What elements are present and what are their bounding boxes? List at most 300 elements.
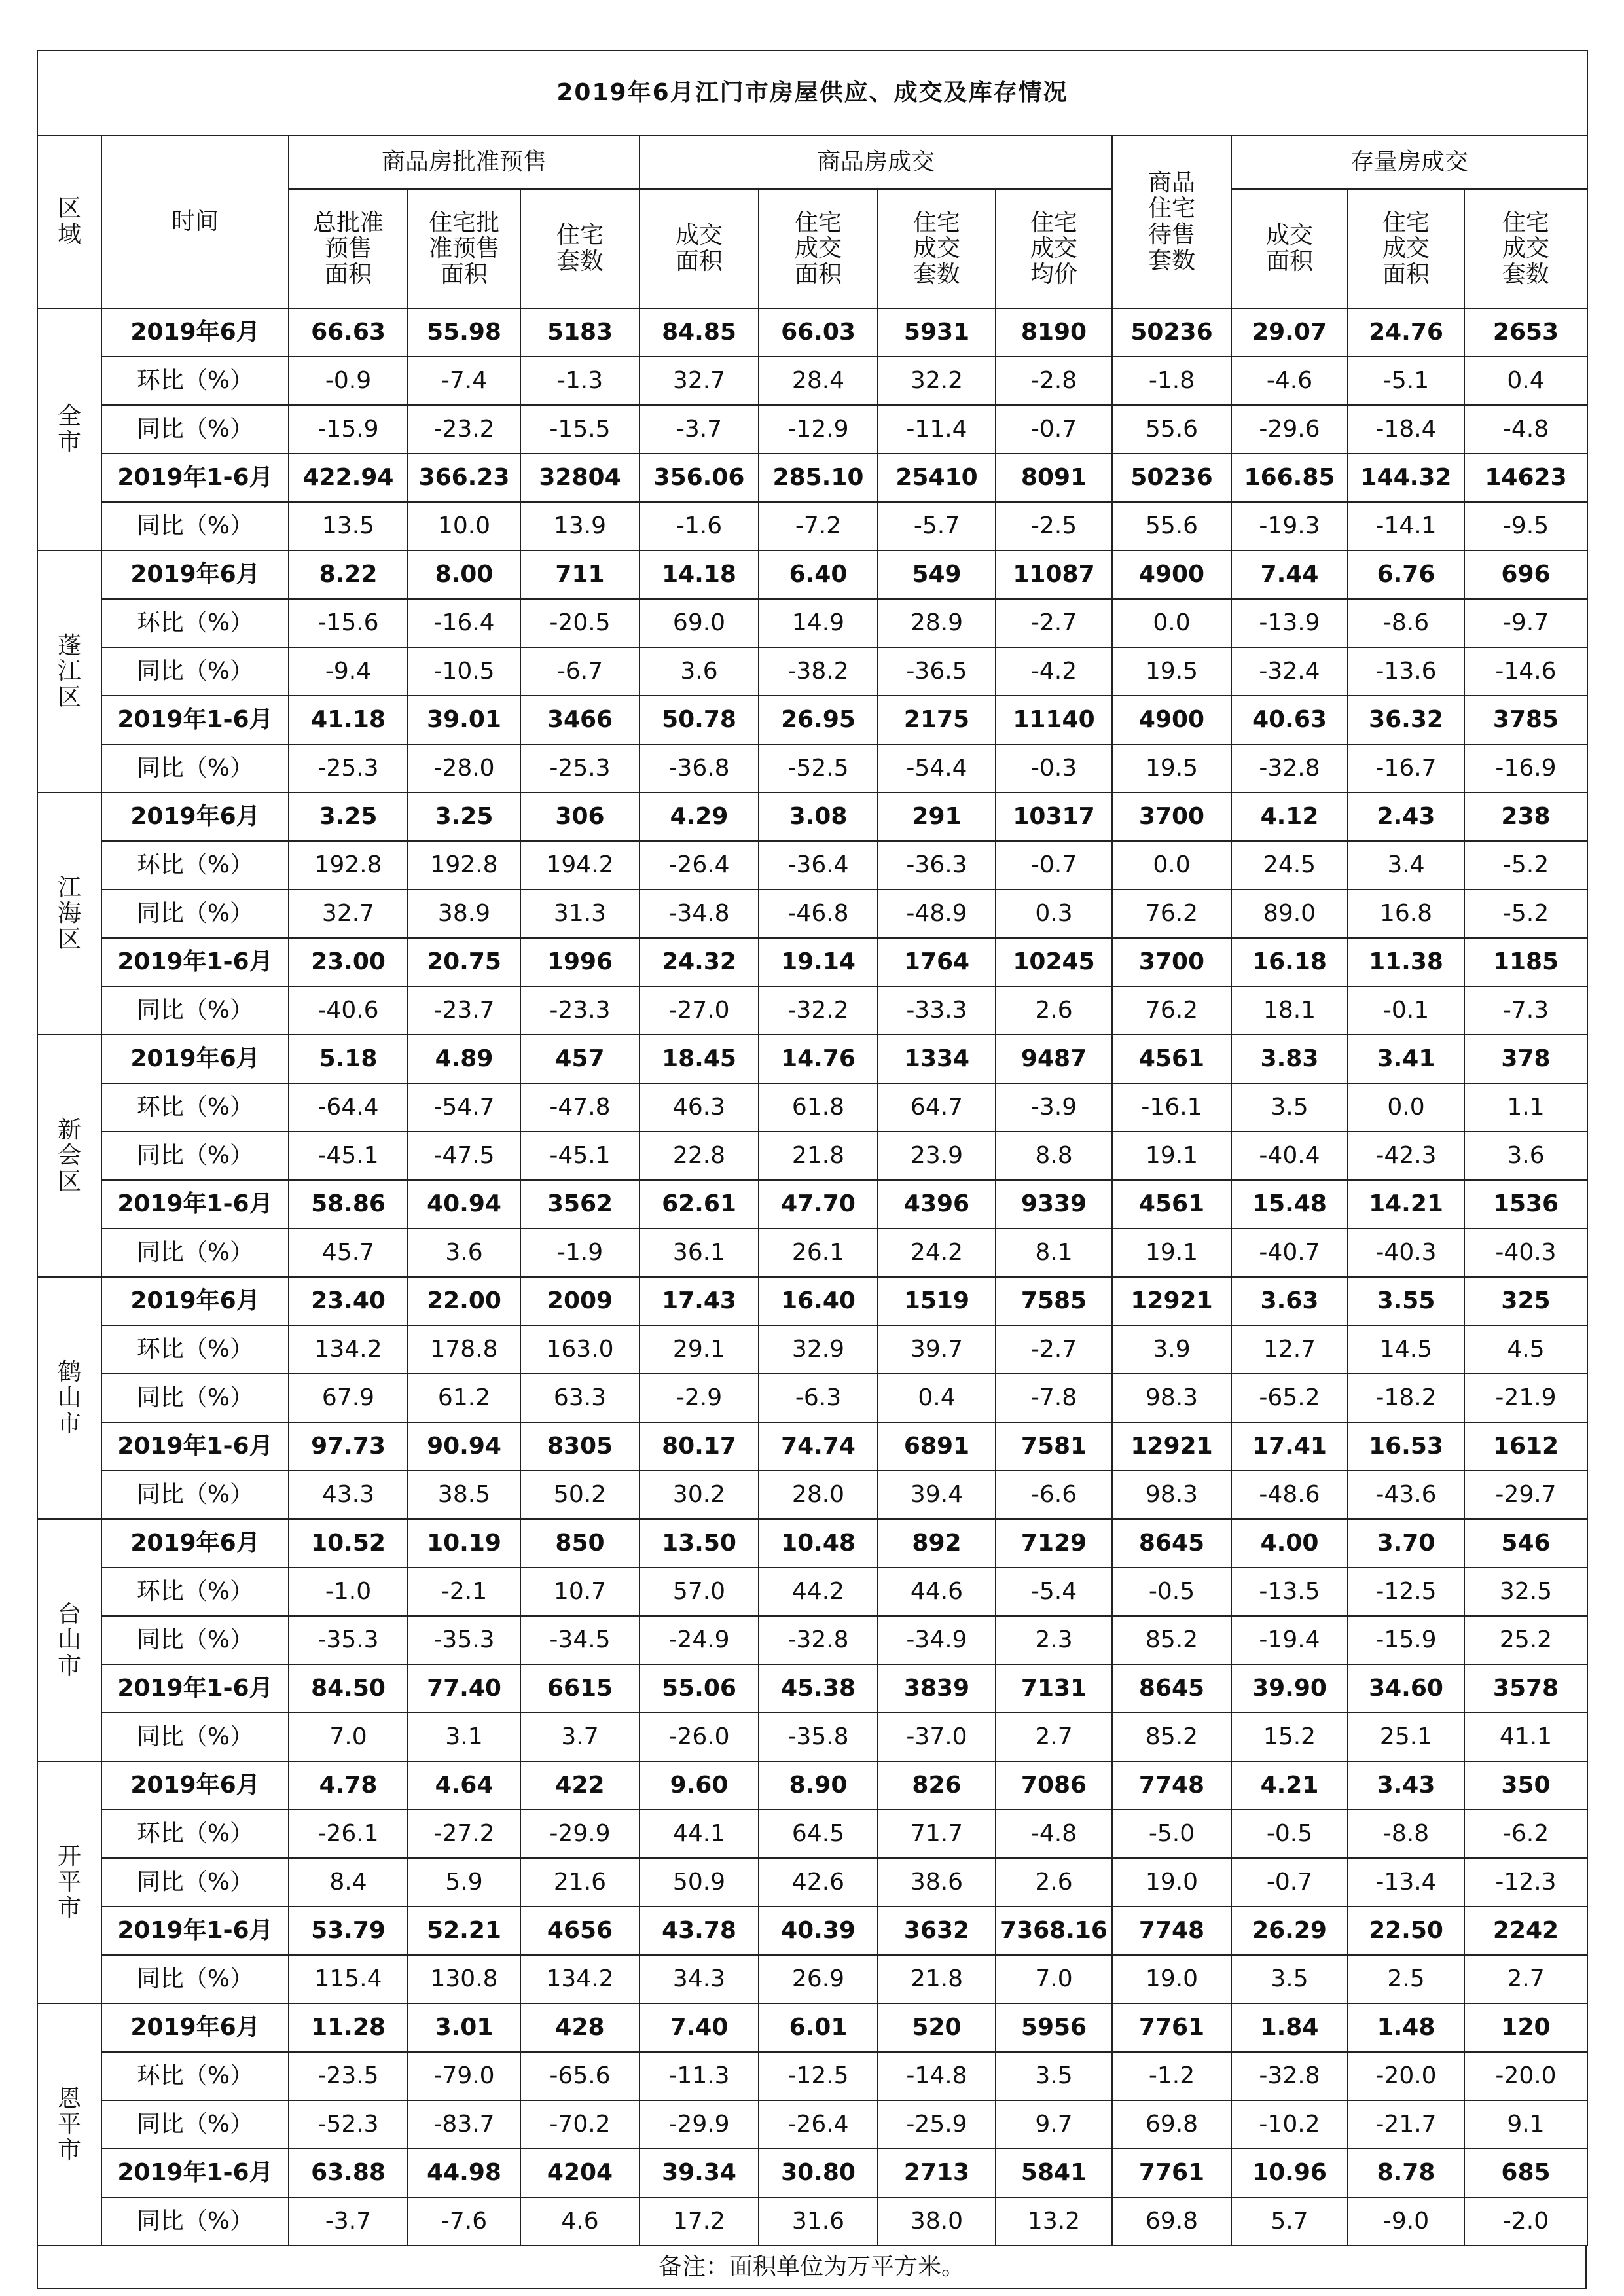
table-cell: -14.8 [878,2052,996,2100]
table-cell: -8.6 [1348,599,1464,647]
table-cell: -5.0 [1112,1810,1231,1858]
table-cell: 17.41 [1231,1422,1348,1471]
table-cell: 13.2 [996,2197,1112,2246]
row-label: 同比（%） [101,1374,289,1422]
table-cell: 32804 [520,454,640,502]
table-cell: 32.7 [289,889,408,938]
table-cell: 2175 [878,696,996,744]
table-cell: 2.43 [1348,793,1464,841]
table-cell: 39.34 [640,2149,759,2197]
table-cell: -79.0 [408,2052,520,2100]
table-cell: 0.0 [1112,841,1231,889]
table-cell: -52.5 [759,744,878,793]
table-cell: 8.90 [759,1761,878,1810]
table-cell: 194.2 [520,841,640,889]
table-cell: -15.6 [289,599,408,647]
table-cell: -2.9 [640,1374,759,1422]
table-row [37,1664,1587,1713]
table-cell: 3562 [520,1180,640,1229]
table-cell: 5.18 [289,1035,408,1083]
footnote: 备注：面积单位为万平方米。 [37,2246,1586,2289]
table-cell: 0.0 [1112,599,1231,647]
table-cell: 549 [878,550,996,599]
table-cell: 4.6 [520,2197,640,2246]
table-cell: 350 [1464,1761,1587,1810]
table-cell: 62.61 [640,1180,759,1229]
table-cell: -47.8 [520,1083,640,1132]
table-cell: 39.90 [1231,1664,1348,1713]
row-label: 2019年1-6月 [101,696,289,744]
table-cell: 144.32 [1348,454,1464,502]
table-row [37,454,1587,502]
table-cell: -40.6 [289,986,408,1035]
housing-table [37,50,1588,2246]
table-cell: -70.2 [520,2100,640,2149]
table-cell: -26.4 [759,2100,878,2149]
table-cell: -32.2 [759,986,878,1035]
table-cell: 40.63 [1231,696,1348,744]
table-row [37,1374,1587,1422]
table-cell: 8.4 [289,1858,408,1907]
table-cell: -13.4 [1348,1858,1464,1907]
table-cell: 4.12 [1231,793,1348,841]
row-label: 环比（%） [101,2052,289,2100]
table-row [37,1180,1587,1229]
table-cell: -40.3 [1464,1229,1587,1277]
table-cell: 25410 [878,454,996,502]
table-cell: 4561 [1112,1035,1231,1083]
header-sub-3: 成交 面积 [640,189,759,308]
table-cell: -29.9 [520,1810,640,1858]
table-cell: 36.32 [1348,696,1464,744]
row-label: 同比（%） [101,405,289,454]
table-cell: 12.7 [1231,1325,1348,1374]
table-cell: 32.5 [1464,1568,1587,1616]
header-region: 区 域 [37,135,101,308]
row-label: 2019年1-6月 [101,1422,289,1471]
row-label: 同比（%） [101,647,289,696]
row-label: 2019年1-6月 [101,938,289,986]
table-cell: -29.7 [1464,1471,1587,1519]
row-label: 2019年6月 [101,308,289,357]
table-cell: 84.85 [640,308,759,357]
table-cell: -36.5 [878,647,996,696]
table-cell: -3.7 [289,2197,408,2246]
table-cell: 892 [878,1519,996,1568]
table-cell: -12.5 [759,2052,878,2100]
table-cell: -5.7 [878,502,996,550]
table-cell: -1.3 [520,357,640,405]
table-cell: 4.21 [1231,1761,1348,1810]
table-row [37,1616,1587,1664]
table-row [37,1132,1587,1180]
table-row [37,357,1587,405]
table-row [37,2003,1587,2052]
table-cell: 5.7 [1231,2197,1348,2246]
table-cell: -34.5 [520,1616,640,1664]
table-row [37,1277,1587,1325]
table-cell: 13.5 [289,502,408,550]
table-cell: -33.3 [878,986,996,1035]
table-cell: 19.1 [1112,1132,1231,1180]
table-cell: 3.55 [1348,1277,1464,1325]
region-name: 新 会 区 [37,1035,101,1277]
table-cell: 97.73 [289,1422,408,1471]
table-cell: -7.6 [408,2197,520,2246]
table-cell: 32.9 [759,1325,878,1374]
table-cell: 3700 [1112,938,1231,986]
table-cell: 130.8 [408,1955,520,2003]
table-cell: 711 [520,550,640,599]
table-cell: 10.96 [1231,2149,1348,2197]
table-cell: 238 [1464,793,1587,841]
table-cell: -7.4 [408,357,520,405]
row-label: 同比（%） [101,1229,289,1277]
table-cell: 30.80 [759,2149,878,2197]
table-cell: 7585 [996,1277,1112,1325]
table-cell: 3.4 [1348,841,1464,889]
table-cell: 3.6 [1464,1132,1587,1180]
table-cell: 44.2 [759,1568,878,1616]
table-cell: -16.9 [1464,744,1587,793]
table-cell: -15.9 [289,405,408,454]
table-cell: -37.0 [878,1713,996,1761]
table-cell: -7.3 [1464,986,1587,1035]
row-label: 环比（%） [101,841,289,889]
table-cell: 57.0 [640,1568,759,1616]
table-cell: -4.2 [996,647,1112,696]
row-label: 2019年6月 [101,1761,289,1810]
table-cell: 26.95 [759,696,878,744]
row-label: 同比（%） [101,1955,289,2003]
table-cell: -48.6 [1231,1471,1348,1519]
table-cell: 3.43 [1348,1761,1464,1810]
table-cell: 9.1 [1464,2100,1587,2149]
table-row [37,1955,1587,2003]
table-cell: 6615 [520,1664,640,1713]
region-name: 开 平 市 [37,1761,101,2003]
row-label: 2019年6月 [101,2003,289,2052]
table-cell: 0.4 [878,1374,996,1422]
table-cell: 4900 [1112,550,1231,599]
table-cell: 55.06 [640,1664,759,1713]
table-cell: 0.4 [1464,357,1587,405]
table-cell: -29.6 [1231,405,1348,454]
row-label: 2019年1-6月 [101,1664,289,1713]
table-cell: 1536 [1464,1180,1587,1229]
table-cell: -23.3 [520,986,640,1035]
table-cell: 2242 [1464,1907,1587,1955]
table-cell: -3.7 [640,405,759,454]
table-cell: -42.3 [1348,1132,1464,1180]
row-label: 2019年6月 [101,1035,289,1083]
table-cell: 5956 [996,2003,1112,2052]
table-cell: 29.07 [1231,308,1348,357]
table-cell: -64.4 [289,1083,408,1132]
table-cell: 14.5 [1348,1325,1464,1374]
header-group-presale: 商品房批准预售 [289,135,640,189]
table-cell: 10317 [996,793,1112,841]
table-cell: 5841 [996,2149,1112,2197]
table-cell: 4.78 [289,1761,408,1810]
table-cell: 4.00 [1231,1519,1348,1568]
table-cell: 14623 [1464,454,1587,502]
table-cell: 120 [1464,2003,1587,2052]
table-cell: -48.9 [878,889,996,938]
table-cell: 6.76 [1348,550,1464,599]
table-cell: 7581 [996,1422,1112,1471]
table-cell: 8645 [1112,1664,1231,1713]
table-cell: 1.48 [1348,2003,1464,2052]
table-cell: -27.2 [408,1810,520,1858]
table-row [37,1713,1587,1761]
row-label: 2019年6月 [101,1519,289,1568]
table-cell: 291 [878,793,996,841]
table-cell: 4204 [520,2149,640,2197]
header-pending: 商品 住宅 待售 套数 [1112,135,1231,308]
table-row [37,405,1587,454]
table-cell: 3.63 [1231,1277,1348,1325]
table-cell: 546 [1464,1519,1587,1568]
table-cell: 39.7 [878,1325,996,1374]
row-label: 同比（%） [101,744,289,793]
table-cell: -0.5 [1112,1568,1231,1616]
table-cell: 9339 [996,1180,1112,1229]
table-cell: 10.0 [408,502,520,550]
table-cell: 3.1 [408,1713,520,1761]
table-cell: 28.4 [759,357,878,405]
row-label: 2019年1-6月 [101,454,289,502]
table-cell: 22.50 [1348,1907,1464,1955]
table-cell: 84.50 [289,1664,408,1713]
table-cell: -0.7 [996,841,1112,889]
table-cell: 11140 [996,696,1112,744]
table-cell: -3.9 [996,1083,1112,1132]
region-name: 全 市 [37,308,101,550]
table-cell: 6891 [878,1422,996,1471]
table-cell: -21.7 [1348,2100,1464,2149]
table-cell: -13.6 [1348,647,1464,696]
table-row [37,938,1587,986]
table-cell: 71.7 [878,1810,996,1858]
table-cell: -9.0 [1348,2197,1464,2246]
table-cell: 31.3 [520,889,640,938]
table-cell: 63.3 [520,1374,640,1422]
table-cell: -36.3 [878,841,996,889]
table-cell: -2.0 [1464,2197,1587,2246]
table-cell: -0.9 [289,357,408,405]
table-cell: -13.9 [1231,599,1348,647]
table-cell: 50236 [1112,454,1231,502]
table-cell: 39.01 [408,696,520,744]
table-row [37,1229,1587,1277]
header-sub-1: 住宅批 准预售 面积 [408,189,520,308]
table-cell: 64.5 [759,1810,878,1858]
table-cell: 8305 [520,1422,640,1471]
table-cell: 3785 [1464,696,1587,744]
table-cell: 36.1 [640,1229,759,1277]
table-cell: -0.7 [1231,1858,1348,1907]
row-label: 同比（%） [101,2100,289,2149]
table-cell: 306 [520,793,640,841]
table-cell: -9.4 [289,647,408,696]
table-cell: -2.5 [996,502,1112,550]
table-cell: 7368.16 [996,1907,1112,1955]
row-label: 同比（%） [101,889,289,938]
table-cell: -52.3 [289,2100,408,2149]
table-cell: 64.7 [878,1083,996,1132]
table-cell: 31.6 [759,2197,878,2246]
table-cell: 0.3 [996,889,1112,938]
table-cell: -9.7 [1464,599,1587,647]
table-cell: 25.1 [1348,1713,1464,1761]
table-cell: 11.38 [1348,938,1464,986]
table-cell: -12.3 [1464,1858,1587,1907]
table-cell: 3.41 [1348,1035,1464,1083]
table-cell: 23.40 [289,1277,408,1325]
table-cell: -65.2 [1231,1374,1348,1422]
table-cell: 8.00 [408,550,520,599]
table-cell: -26.4 [640,841,759,889]
table-cell: 3.6 [640,647,759,696]
table-cell: -0.3 [996,744,1112,793]
header-sub-2: 住宅 套数 [520,189,640,308]
table-row [37,1471,1587,1519]
table-cell: 356.06 [640,454,759,502]
table-cell: -32.4 [1231,647,1348,696]
table-cell: -15.9 [1348,1616,1464,1664]
table-cell: -27.0 [640,986,759,1035]
table-cell: 11.28 [289,2003,408,2052]
header-sub-0: 总批准 预售 面积 [289,189,408,308]
row-label: 环比（%） [101,1083,289,1132]
header-group-deal: 商品房成交 [640,135,1112,189]
table-cell: 38.6 [878,1858,996,1907]
table-cell: -18.4 [1348,405,1464,454]
table-cell: 46.3 [640,1083,759,1132]
table-cell: 58.86 [289,1180,408,1229]
table-cell: -23.7 [408,986,520,1035]
table-cell: -24.9 [640,1616,759,1664]
table-cell: 4561 [1112,1180,1231,1229]
table-cell: 850 [520,1519,640,1568]
table-cell: 69.8 [1112,2197,1231,2246]
report-sheet [37,50,1587,2289]
region-name: 江 海 区 [37,793,101,1035]
table-cell: -16.1 [1112,1083,1231,1132]
table-cell: 85.2 [1112,1713,1231,1761]
table-cell: -83.7 [408,2100,520,2149]
table-cell: 19.0 [1112,1955,1231,2003]
table-row [37,1907,1587,1955]
table-cell: 3.6 [408,1229,520,1277]
region-name: 台 山 市 [37,1519,101,1761]
table-cell: 66.03 [759,308,878,357]
table-cell: -10.5 [408,647,520,696]
table-cell: 4.5 [1464,1325,1587,1374]
table-row [37,1568,1587,1616]
row-label: 同比（%） [101,1858,289,1907]
table-cell: -9.5 [1464,502,1587,550]
table-cell: 457 [520,1035,640,1083]
table-cell: 115.4 [289,1955,408,2003]
table-row [37,744,1587,793]
table-cell: -32.8 [1231,744,1348,793]
table-cell: 12921 [1112,1277,1231,1325]
table-cell: -0.5 [1231,1810,1348,1858]
table-cell: 3839 [878,1664,996,1713]
table-cell: 90.94 [408,1422,520,1471]
page-title: 2019年6月江门市房屋供应、成交及库存情况 [37,50,1587,135]
table-cell: -14.1 [1348,502,1464,550]
table-cell: 45.38 [759,1664,878,1713]
table-cell: 61.2 [408,1374,520,1422]
table-cell: 3.9 [1112,1325,1231,1374]
table-cell: 12921 [1112,1422,1231,1471]
table-cell: 6.01 [759,2003,878,2052]
table-cell: 4656 [520,1907,640,1955]
table-cell: 3.01 [408,2003,520,2052]
table-cell: 1519 [878,1277,996,1325]
table-cell: 9487 [996,1035,1112,1083]
table-cell: -23.2 [408,405,520,454]
table-cell: 696 [1464,550,1587,599]
table-cell: 2.6 [996,986,1112,1035]
table-row [37,1858,1587,1907]
table-cell: 5931 [878,308,996,357]
table-cell: 5.9 [408,1858,520,1907]
table-cell: 63.88 [289,2149,408,2197]
table-row [37,696,1587,744]
table-cell: 4.29 [640,793,759,841]
table-row [37,502,1587,550]
table-cell: 39.4 [878,1471,996,1519]
table-cell: 18.45 [640,1035,759,1083]
table-cell: -5.4 [996,1568,1112,1616]
table-cell: 15.2 [1231,1713,1348,1761]
table-cell: 7.40 [640,2003,759,2052]
table-cell: 16.18 [1231,938,1348,986]
header-sub-5: 住宅 成交 套数 [878,189,996,308]
table-cell: 7.0 [289,1713,408,1761]
table-cell: -14.6 [1464,647,1587,696]
table-cell: 14.21 [1348,1180,1464,1229]
table-cell: 21.8 [759,1132,878,1180]
table-cell: 2653 [1464,308,1587,357]
table-row [37,889,1587,938]
row-label: 2019年1-6月 [101,1180,289,1229]
table-cell: 76.2 [1112,889,1231,938]
table-cell: 16.53 [1348,1422,1464,1471]
row-label: 同比（%） [101,986,289,1035]
table-cell: -20.0 [1464,2052,1587,2100]
table-row [37,1761,1587,1810]
header-sub-8: 住宅 成交 面积 [1348,189,1464,308]
table-row [37,308,1587,357]
region-name: 恩 平 市 [37,2003,101,2246]
table-cell: -34.8 [640,889,759,938]
header-sub-6: 住宅 成交 均价 [996,189,1112,308]
table-cell: 44.1 [640,1810,759,1858]
table-cell: 76.2 [1112,986,1231,1035]
table-cell: 10.48 [759,1519,878,1568]
table-cell: 26.1 [759,1229,878,1277]
row-label: 同比（%） [101,2197,289,2246]
table-cell: -26.0 [640,1713,759,1761]
table-cell: 74.74 [759,1422,878,1471]
table-cell: 15.48 [1231,1180,1348,1229]
table-cell: 428 [520,2003,640,2052]
